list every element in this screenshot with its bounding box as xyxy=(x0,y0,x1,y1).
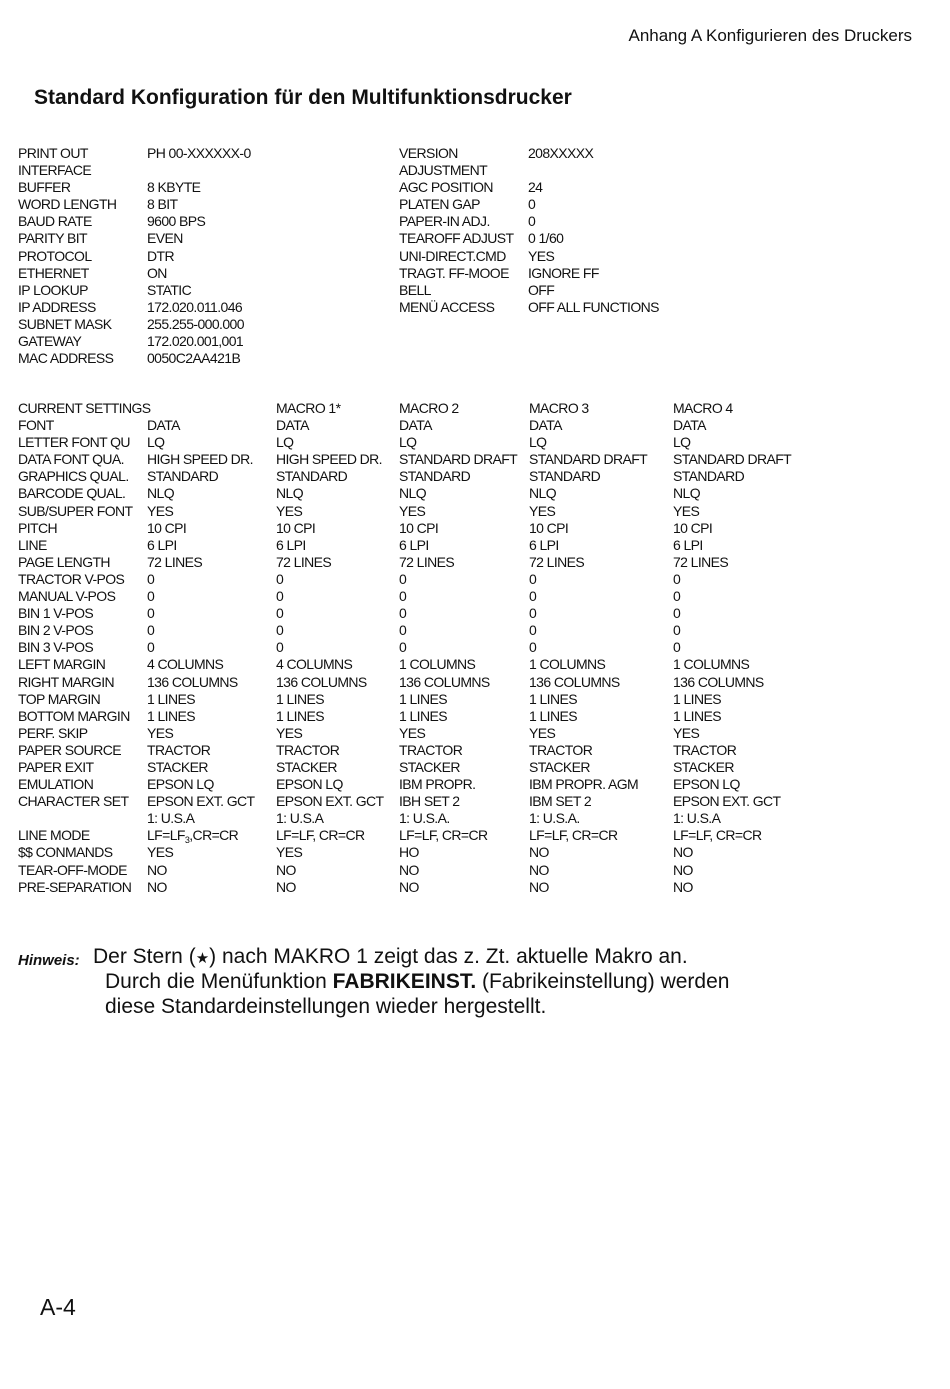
setting-value: 1 LINES xyxy=(529,707,577,724)
setting-value: NO xyxy=(529,878,549,895)
setting-value: NO xyxy=(276,878,296,895)
setting-label: DATA FONT QUA. xyxy=(18,451,124,468)
setting-value: 0050C2AA421B xyxy=(147,350,241,367)
setting-value: TRACTOR xyxy=(147,741,211,758)
setting-value: 4 COLUMNS xyxy=(276,656,353,673)
setting-value: 0 xyxy=(276,570,284,587)
setting-value: TEAROFF ADJUST xyxy=(399,230,514,247)
setting-label: GRAPHICS QUAL. xyxy=(18,468,129,485)
setting-value: STANDARD DRAFT xyxy=(529,451,648,468)
setting-label: $$ CONMANDS xyxy=(18,844,113,861)
setting-value: MACRO 1* xyxy=(276,400,341,416)
setting-value: 0 xyxy=(147,570,155,587)
setting-value: PH 00-XXXXXX-0 xyxy=(147,145,251,161)
setting-value: NLQ xyxy=(529,485,556,502)
setting-value: STATIC xyxy=(147,281,192,298)
setting-value: STACKER xyxy=(276,758,337,775)
setting-label: CURRENT SETTINGS xyxy=(18,400,151,416)
setting-value: IGNORE FF xyxy=(528,264,599,281)
setting-value: YES xyxy=(399,724,426,741)
setting-value: YES xyxy=(529,724,556,741)
setting-label: SUBNET MASK xyxy=(18,315,112,332)
setting-value: 6 LPI xyxy=(399,536,429,553)
setting-value: TRAGT. FF-MOOE xyxy=(399,264,509,281)
setting-value: 0 xyxy=(147,622,155,639)
setting-label: ETHERNET xyxy=(18,264,89,281)
setting-label: TOP MARGIN xyxy=(18,690,101,707)
note-line-2-end: (Fabrikeinstellung) werden xyxy=(476,970,730,993)
setting-value: 1 LINES xyxy=(673,690,721,707)
setting-label: PAPER SOURCE xyxy=(18,741,122,758)
setting-value: NO xyxy=(673,861,693,878)
setting-label: LINE MODE xyxy=(18,827,90,844)
setting-value: YES xyxy=(276,502,303,519)
setting-value: 0 xyxy=(276,588,284,605)
setting-value: OFF xyxy=(528,281,555,298)
setting-value: BELL xyxy=(399,281,431,298)
setting-label: PARITY BIT xyxy=(18,230,87,247)
setting-value: 0 xyxy=(147,605,155,622)
setting-value: 136 COLUMNS xyxy=(673,673,764,690)
setting-value: NLQ xyxy=(399,485,426,502)
setting-value: 10 CPI xyxy=(399,519,439,536)
setting-label: LETTER FONT QU xyxy=(18,434,130,451)
setting-label: WORD LENGTH xyxy=(18,196,117,213)
note-label: Hinweis: xyxy=(18,952,80,969)
setting-label: BIN 2 V-POS xyxy=(18,622,94,639)
setting-value: 6 LPI xyxy=(673,536,703,553)
setting-label: MANUAL V-POS xyxy=(18,588,116,605)
setting-value: NO xyxy=(399,878,419,895)
setting-value: 255.255-000.000 xyxy=(147,315,244,332)
setting-value: YES xyxy=(147,724,174,741)
setting-value: YES xyxy=(147,844,174,861)
setting-value: IBH SET 2 xyxy=(399,793,460,810)
setting-label: PROTOCOL xyxy=(18,247,92,264)
setting-value: NO xyxy=(147,878,167,895)
setting-value: STACKER xyxy=(529,758,590,775)
setting-label: GATEWAY xyxy=(18,333,82,350)
setting-value: NLQ xyxy=(276,485,303,502)
setting-value: MACRO 2 xyxy=(399,400,459,416)
setting-value: 6 LPI xyxy=(529,536,559,553)
setting-value: 72 LINES xyxy=(147,553,203,570)
setting-value: IBM SET 2 xyxy=(529,793,592,810)
running-header: Anhang A Konfigurieren des Druckers xyxy=(628,26,912,45)
setting-value: DATA xyxy=(529,417,562,434)
setting-value: 72 LINES xyxy=(673,553,729,570)
setting-value: IBM PROPR. xyxy=(399,776,476,793)
setting-value: 0 xyxy=(276,605,284,622)
setting-value: 208XXXXX xyxy=(528,145,594,161)
setting-label: BUFFER xyxy=(18,179,71,196)
setting-value: 0 xyxy=(399,622,407,639)
setting-value: LF=LF, CR=CR xyxy=(276,827,365,844)
setting-value: EPSON LQ xyxy=(673,776,740,793)
setting-value: 10 CPI xyxy=(147,519,187,536)
setting-value: 1 LINES xyxy=(147,690,195,707)
setting-label: EMULATION xyxy=(18,776,94,793)
note-line-1-start: Der Stern ( xyxy=(93,945,196,968)
setting-value: 0 xyxy=(529,639,537,656)
setting-value: STANDARD DRAFT xyxy=(399,451,518,468)
setting-value: DATA xyxy=(673,417,706,434)
setting-value: 0 xyxy=(276,639,284,656)
setting-label: PERF. SKIP xyxy=(18,724,88,741)
setting-value: NO xyxy=(673,844,693,861)
setting-value: 136 COLUMNS xyxy=(147,673,238,690)
setting-value: DATA xyxy=(399,417,432,434)
setting-value: 1: U.S.A. xyxy=(399,810,450,827)
setting-value: 1 COLUMNS xyxy=(399,656,476,673)
setting-value: STANDARD xyxy=(529,468,601,485)
setting-value: HO xyxy=(399,844,419,861)
setting-value: STANDARD DRAFT xyxy=(673,451,792,468)
setting-value: NO xyxy=(529,861,549,878)
setting-value: STACKER xyxy=(673,758,734,775)
setting-value: 72 LINES xyxy=(529,553,585,570)
setting-value: 0 xyxy=(529,570,537,587)
setting-value: 0 xyxy=(673,588,681,605)
setting-value: ON xyxy=(147,264,167,281)
setting-value: MACRO 3 xyxy=(529,400,589,416)
setting-value: 8 KBYTE xyxy=(147,179,201,196)
note-line-2-start: Durch die Menüfunktion xyxy=(105,970,333,993)
note-line-3: diese Standardeinstellungen wieder hergestellt. xyxy=(105,995,547,1018)
setting-value: 0 xyxy=(399,605,407,622)
setting-value: YES xyxy=(276,724,303,741)
setting-value: 0 xyxy=(673,605,681,622)
setting-value: 0 xyxy=(529,588,537,605)
setting-value: NO xyxy=(147,861,167,878)
page-number: A-4 xyxy=(40,1294,76,1320)
setting-label: BIN 3 V-POS xyxy=(18,639,94,656)
setting-value: 1: U.S.A. xyxy=(529,810,580,827)
setting-value: 0 xyxy=(399,588,407,605)
setting-value: TRACTOR xyxy=(673,741,737,758)
setting-value: 0 xyxy=(399,570,407,587)
setting-label: PRINT OUT xyxy=(18,145,88,161)
setting-label: TEAR-OFF-MODE xyxy=(18,861,127,878)
note-line-1 xyxy=(93,944,688,971)
setting-label: BAUD RATE xyxy=(18,213,92,230)
setting-value: 1 LINES xyxy=(673,707,721,724)
setting-value: UNI-DIRECT.CMD xyxy=(399,247,506,264)
setting-value: 0 xyxy=(673,570,681,587)
setting-label: BOTTOM MARGIN xyxy=(18,707,130,724)
setting-value: NLQ xyxy=(673,485,700,502)
setting-value: 0 xyxy=(528,213,536,230)
setting-value: EPSON EXT. GCT xyxy=(276,793,384,810)
setting-value: PAPER-IN ADJ. xyxy=(399,213,490,230)
setting-value: 1 LINES xyxy=(276,690,324,707)
setting-value: EPSON EXT. GCT xyxy=(673,793,781,810)
setting-label: BARCODE QUAL. xyxy=(18,485,126,502)
setting-value: YES xyxy=(147,502,174,519)
setting-value: LQ xyxy=(673,434,691,451)
setting-label: LINE xyxy=(18,536,47,553)
setting-value: 1 LINES xyxy=(147,707,195,724)
setting-value: 6 LPI xyxy=(276,536,306,553)
setting-value: LF=LF, CR=CR xyxy=(399,827,488,844)
setting-value: OFF ALL FUNCTIONS xyxy=(528,298,659,315)
setting-value: ADJUSTMENT xyxy=(399,162,488,179)
setting-value: 6 LPI xyxy=(147,536,177,553)
setting-value: VERSION xyxy=(399,145,458,161)
setting-value: AGC POSITION xyxy=(399,179,493,196)
setting-value: 0 xyxy=(399,639,407,656)
setting-value: 0 xyxy=(147,639,155,656)
note-line-2 xyxy=(105,969,729,994)
setting-value: STANDARD xyxy=(147,468,219,485)
setting-value: EPSON LQ xyxy=(276,776,343,793)
setting-value: YES xyxy=(673,502,700,519)
setting-value: MENÜ ACCESS xyxy=(399,298,495,315)
setting-value: 0 xyxy=(276,622,284,639)
setting-value: STANDARD xyxy=(673,468,745,485)
setting-value: YES xyxy=(673,724,700,741)
setting-value: 1 LINES xyxy=(276,707,324,724)
setting-value: IBM PROPR. AGM xyxy=(529,776,639,793)
setting-label: IP ADDRESS xyxy=(18,298,96,315)
setting-label: PAGE LENGTH xyxy=(18,553,110,570)
setting-value: 136 COLUMNS xyxy=(399,673,490,690)
setting-value: NLQ xyxy=(147,485,174,502)
setting-value: LQ xyxy=(147,434,165,451)
setting-value: HIGH SPEED DR. xyxy=(147,451,253,468)
setting-value: MACRO 4 xyxy=(673,400,733,416)
setting-value: 1: U.S.A xyxy=(276,810,324,827)
setting-value: EVEN xyxy=(147,230,183,247)
setting-value: 136 COLUMNS xyxy=(276,673,367,690)
setting-label: IP LOOKUP xyxy=(18,281,88,298)
setting-value: 0 1/60 xyxy=(528,230,564,247)
setting-value: LQ xyxy=(276,434,294,451)
setting-value: 8 BIT xyxy=(147,196,178,213)
setting-value: YES xyxy=(399,502,426,519)
setting-value: 1 COLUMNS xyxy=(673,656,750,673)
note-line-1-end: ) nach MAKRO 1 zeigt das z. Zt. aktuelle Makro an. xyxy=(209,945,688,968)
setting-value: NO xyxy=(276,861,296,878)
setting-value: DATA xyxy=(276,417,309,434)
setting-value: 1 COLUMNS xyxy=(529,656,606,673)
setting-value: LQ xyxy=(529,434,547,451)
setting-value: 24 xyxy=(528,179,543,196)
setting-value: YES xyxy=(528,247,555,264)
setting-value: 0 xyxy=(147,588,155,605)
setting-value: 1: U.S.A xyxy=(147,810,195,827)
setting-label: TRACTOR V-POS xyxy=(18,570,125,587)
setting-value: STANDARD xyxy=(399,468,471,485)
setting-value: 10 CPI xyxy=(529,519,569,536)
setting-value: 10 CPI xyxy=(673,519,713,536)
setting-value: HIGH SPEED DR. xyxy=(276,451,382,468)
setting-label: MAC ADDRESS xyxy=(18,350,114,367)
setting-value: STANDARD xyxy=(276,468,348,485)
setting-value: STACKER xyxy=(147,758,208,775)
setting-value: 0 xyxy=(673,639,681,656)
setting-value: 0 xyxy=(529,605,537,622)
setting-label: BIN 1 V-POS xyxy=(18,605,94,622)
setting-value: 0 xyxy=(673,622,681,639)
setting-value: NO xyxy=(673,878,693,895)
setting-value: EPSON EXT. GCT xyxy=(147,793,255,810)
setting-value: LF=LF, CR=CR xyxy=(529,827,618,844)
setting-label: INTERFACE xyxy=(18,162,92,179)
page-title: Standard Konfiguration für den Multifunktionsdrucker xyxy=(34,86,572,109)
setting-label: PAPER EXIT xyxy=(18,758,94,775)
setting-label: PRE-SEPARATION xyxy=(18,878,132,895)
setting-value: TRACTOR xyxy=(276,741,340,758)
setting-label: FONT xyxy=(18,417,54,434)
setting-value: 1 LINES xyxy=(399,707,447,724)
setting-value: 1: U.S.A xyxy=(673,810,721,827)
setting-value: 172.020.001,001 xyxy=(147,333,244,350)
setting-value: NO xyxy=(399,861,419,878)
note-menu-function: FABRIKEINST. xyxy=(332,970,477,993)
setting-label: SUB/SUPER FONT xyxy=(18,502,133,519)
setting-value: 0 xyxy=(528,196,536,213)
setting-value: 10 CPI xyxy=(276,519,316,536)
setting-value: EPSON LQ xyxy=(147,776,214,793)
setting-value: $LF=LF_3,CR=CR$ xyxy=(147,827,239,846)
setting-value: NO xyxy=(529,844,549,861)
setting-value: YES xyxy=(276,844,303,861)
setting-value: 4 COLUMNS xyxy=(147,656,224,673)
setting-value: STACKER xyxy=(399,758,460,775)
setting-label: LEFT MARGIN xyxy=(18,656,106,673)
setting-value: YES xyxy=(529,502,556,519)
setting-value: 72 LINES xyxy=(276,553,332,570)
setting-value: TRACTOR xyxy=(399,741,463,758)
setting-value: DATA xyxy=(147,417,180,434)
setting-value: LF=LF, CR=CR xyxy=(673,827,762,844)
star-icon: ★ xyxy=(195,950,210,967)
setting-value: 72 LINES xyxy=(399,553,455,570)
setting-label: CHARACTER SET xyxy=(18,793,129,810)
setting-value: 0 xyxy=(529,622,537,639)
setting-value: TRACTOR xyxy=(529,741,593,758)
setting-value: 1 LINES xyxy=(529,690,577,707)
setting-value: LQ xyxy=(399,434,417,451)
setting-value: PLATEN GAP xyxy=(399,196,480,213)
setting-value: 9600 BPS xyxy=(147,213,206,230)
setting-value: DTR xyxy=(147,247,174,264)
setting-value: 1 LINES xyxy=(399,690,447,707)
setting-label: PITCH xyxy=(18,519,58,536)
setting-value: 136 COLUMNS xyxy=(529,673,620,690)
setting-value: 172.020.011.046 xyxy=(147,298,243,315)
setting-label: RIGHT MARGIN xyxy=(18,673,114,690)
